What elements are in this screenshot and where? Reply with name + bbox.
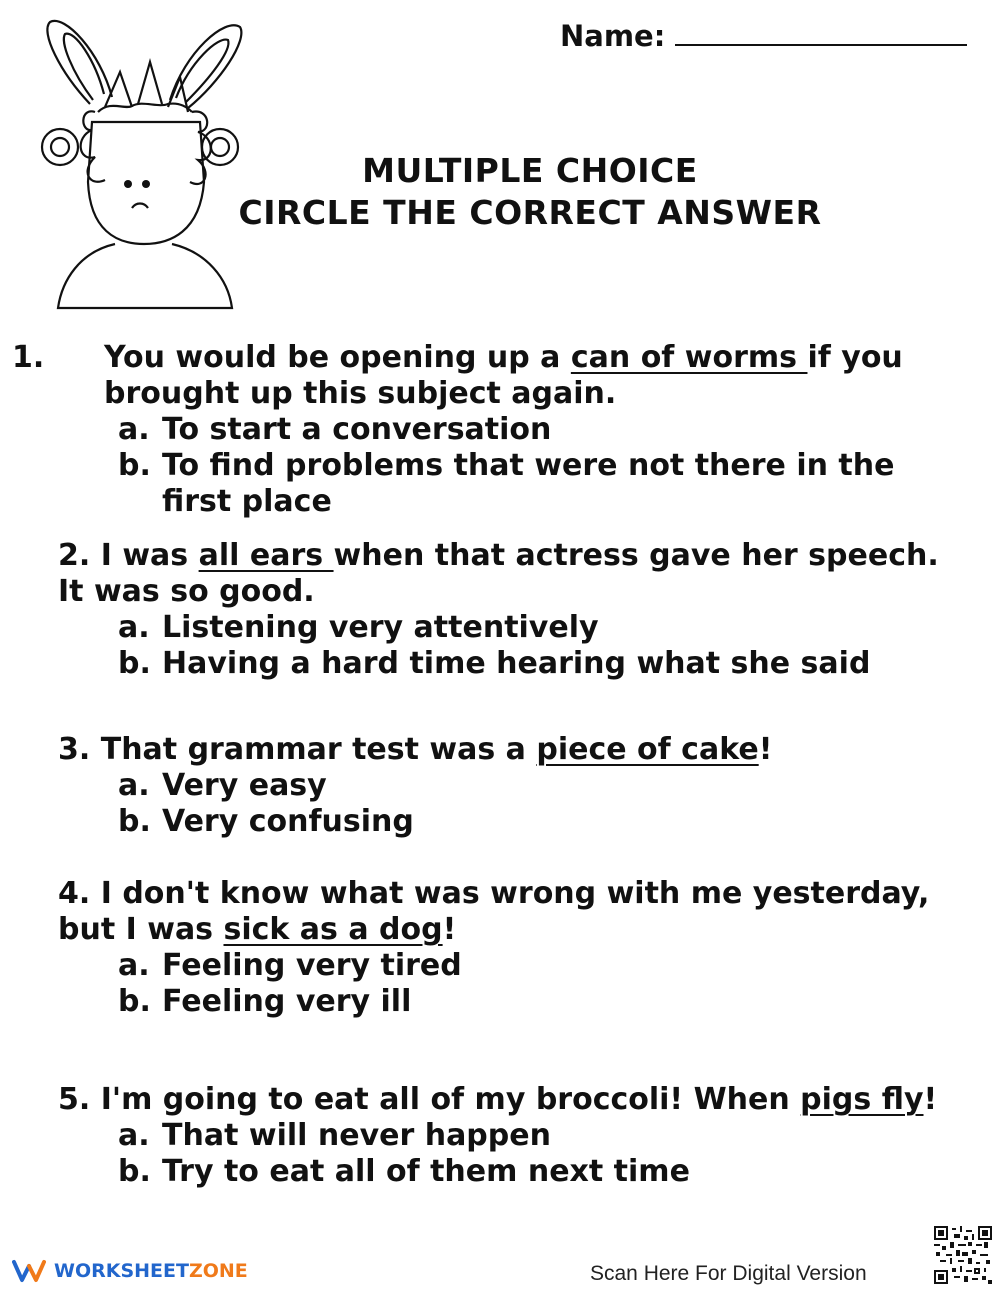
question-4	[58, 876, 958, 1020]
option-letter: b.	[118, 984, 151, 1019]
option-a[interactable]	[118, 412, 958, 448]
question-stem	[58, 538, 958, 610]
question-text-after: when that actress gave her speech. It was so good.	[58, 538, 939, 609]
question-text-before: I was	[90, 538, 199, 573]
idiom-underlined: all ears	[198, 538, 334, 573]
option-letter: a.	[118, 610, 150, 645]
option-letter: a.	[118, 948, 150, 983]
question-text-after: !	[923, 1082, 938, 1117]
option-text: Very confusing	[162, 804, 414, 839]
logo-text-zone: ZONE	[188, 1260, 248, 1282]
question-text-before: I don't know what was wrong with me yesterday, but I was	[58, 876, 930, 947]
option-a[interactable]	[118, 1118, 958, 1154]
scan-instruction: Scan Here For Digital Version	[590, 1262, 867, 1285]
option-letter: a.	[118, 1118, 150, 1153]
option-text: To start a conversation	[162, 412, 552, 447]
option-letter: b.	[118, 804, 151, 839]
option-letter: a.	[118, 768, 150, 803]
title-line-1: MULTIPLE CHOICE	[362, 151, 698, 190]
option-b[interactable]	[118, 1154, 958, 1190]
option-text: That will never happen	[162, 1118, 551, 1153]
option-letter: a.	[118, 412, 150, 447]
qr-code-icon[interactable]	[934, 1226, 992, 1284]
worksheetzone-logo-icon	[12, 1258, 46, 1284]
option-text: Listening very attentively	[162, 610, 599, 645]
question-text-after: if you brought up this subject again.	[104, 340, 903, 411]
option-letter: b.	[118, 646, 151, 681]
question-stem	[58, 732, 958, 768]
question-number: 4.	[58, 876, 91, 911]
idiom-underlined: can of worms	[570, 340, 808, 375]
question-text-before: You would be opening up a	[104, 340, 571, 375]
option-a[interactable]	[118, 610, 958, 646]
option-a[interactable]	[118, 948, 958, 984]
logo-text-worksheet: WORKSHEET	[54, 1260, 189, 1282]
option-b[interactable]	[118, 646, 958, 682]
option-text: Having a hard time hearing what she said	[162, 646, 871, 681]
question-text-after: !	[758, 732, 773, 767]
question-5	[58, 1082, 958, 1190]
worksheet-title	[180, 150, 880, 234]
name-field	[560, 18, 967, 53]
question-number: 3.	[58, 732, 91, 767]
name-blank-line	[675, 18, 967, 46]
option-text: Very easy	[162, 768, 327, 803]
idiom-underlined: sick as a dog	[223, 912, 443, 947]
question-text-before: That grammar test was a	[90, 732, 537, 767]
option-text: Feeling very ill	[162, 984, 412, 1019]
question-stem	[12, 340, 958, 412]
option-text: Try to eat all of them next time	[162, 1154, 690, 1189]
question-number: 2.	[58, 538, 91, 573]
question-2	[58, 538, 958, 682]
option-letter: b.	[118, 1154, 151, 1189]
option-text: Feeling very tired	[162, 948, 462, 983]
question-number: 5.	[58, 1082, 91, 1117]
option-b[interactable]	[118, 984, 958, 1020]
idiom-underlined: pigs fly	[800, 1082, 924, 1117]
question-3	[58, 732, 958, 840]
question-text-after: !	[442, 912, 457, 947]
worksheetzone-logo[interactable]	[12, 1258, 248, 1284]
option-b[interactable]	[118, 804, 958, 840]
question-1	[12, 340, 958, 520]
option-b[interactable]	[118, 448, 958, 520]
option-a[interactable]	[118, 768, 958, 804]
question-stem	[58, 876, 958, 948]
question-text-before: I'm going to eat all of my broccoli! When	[90, 1082, 801, 1117]
idiom-underlined: piece of cake	[536, 732, 759, 767]
name-label: Name:	[560, 19, 666, 53]
question-stem	[58, 1082, 958, 1118]
option-letter: b.	[118, 448, 151, 483]
option-text: To find problems that were not there in the first place	[162, 448, 895, 519]
question-number: 1.	[12, 340, 45, 375]
title-line-2: CIRCLE THE CORRECT ANSWER	[238, 193, 822, 232]
